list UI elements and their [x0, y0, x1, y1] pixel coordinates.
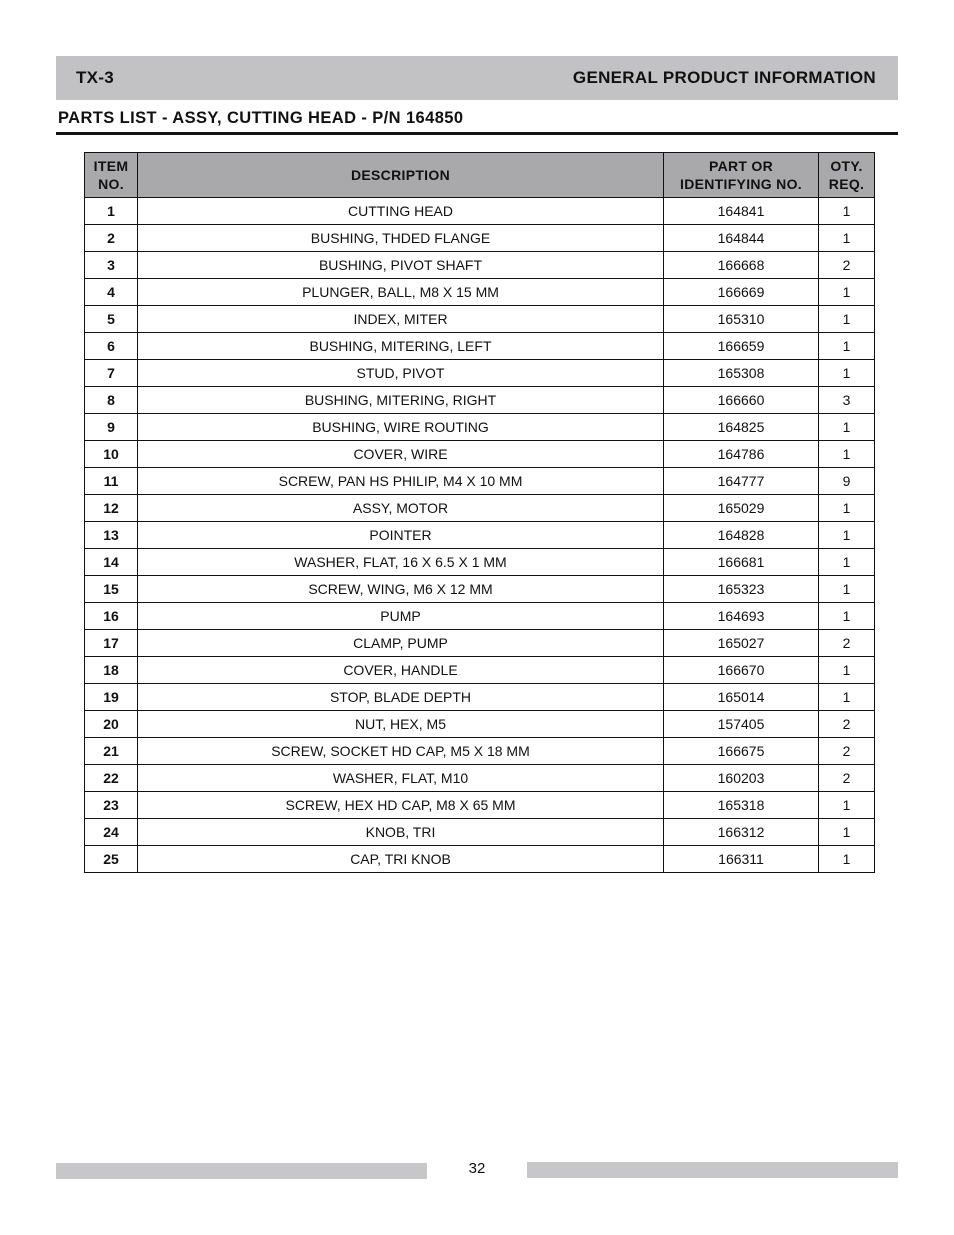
- quantity-cell: 1: [819, 198, 875, 225]
- item-cell: 19: [85, 684, 138, 711]
- item-cell: 14: [85, 549, 138, 576]
- quantity-cell: 2: [819, 711, 875, 738]
- part-number-cell: 165318: [664, 792, 819, 819]
- footer-bar-left: [56, 1163, 427, 1179]
- description-cell: PLUNGER, BALL, M8 X 15 MM: [138, 279, 664, 306]
- parts-table-body: [85, 198, 875, 873]
- page-title: PARTS LIST - ASSY, CUTTING HEAD - P/N 164850: [58, 109, 464, 127]
- part-number-cell: 166670: [664, 657, 819, 684]
- column-header-item: [85, 153, 138, 198]
- footer-bar-right: [527, 1162, 898, 1178]
- item-cell: 1: [85, 198, 138, 225]
- part-number-cell: 166681: [664, 549, 819, 576]
- item-cell: 5: [85, 306, 138, 333]
- item-cell: 6: [85, 333, 138, 360]
- table-row: [85, 846, 875, 873]
- item-cell: 18: [85, 657, 138, 684]
- description-cell: ASSY, MOTOR: [138, 495, 664, 522]
- part-number-cell: 157405: [664, 711, 819, 738]
- quantity-cell: 1: [819, 441, 875, 468]
- part-number-cell: 166312: [664, 819, 819, 846]
- quantity-cell: 1: [819, 495, 875, 522]
- quantity-cell: 1: [819, 549, 875, 576]
- quantity-cell: 9: [819, 468, 875, 495]
- table-row: [85, 414, 875, 441]
- quantity-cell: 1: [819, 333, 875, 360]
- description-cell: SCREW, HEX HD CAP, M8 X 65 MM: [138, 792, 664, 819]
- part-number-cell: 166668: [664, 252, 819, 279]
- column-header-qty-line1: OTY.: [830, 158, 863, 174]
- part-number-cell: 166311: [664, 846, 819, 873]
- quantity-cell: 1: [819, 792, 875, 819]
- item-cell: 23: [85, 792, 138, 819]
- part-number-cell: 165323: [664, 576, 819, 603]
- table-row: [85, 711, 875, 738]
- table-row: [85, 792, 875, 819]
- item-cell: 15: [85, 576, 138, 603]
- quantity-cell: 2: [819, 765, 875, 792]
- description-cell: WASHER, FLAT, 16 X 6.5 X 1 MM: [138, 549, 664, 576]
- column-header-item-line1: ITEM: [93, 158, 129, 174]
- part-number-cell: 165029: [664, 495, 819, 522]
- model-label: TX-3: [76, 68, 115, 87]
- table-row: [85, 657, 875, 684]
- description-cell: PUMP: [138, 603, 664, 630]
- table-row: [85, 630, 875, 657]
- item-cell: 21: [85, 738, 138, 765]
- quantity-cell: 1: [819, 279, 875, 306]
- part-number-cell: 164825: [664, 414, 819, 441]
- page-number: 32: [468, 1160, 486, 1177]
- item-cell: 24: [85, 819, 138, 846]
- quantity-cell: 1: [819, 576, 875, 603]
- description-cell: COVER, HANDLE: [138, 657, 664, 684]
- column-header-part-line2: IDENTIFYING NO.: [680, 176, 802, 192]
- description-cell: BUSHING, MITERING, RIGHT: [138, 387, 664, 414]
- quantity-cell: 3: [819, 387, 875, 414]
- parts-table: [84, 152, 875, 873]
- part-number-cell: 164786: [664, 441, 819, 468]
- part-number-cell: 165014: [664, 684, 819, 711]
- quantity-cell: 1: [819, 414, 875, 441]
- item-cell: 25: [85, 846, 138, 873]
- description-cell: STUD, PIVOT: [138, 360, 664, 387]
- table-row: [85, 333, 875, 360]
- description-cell: POINTER: [138, 522, 664, 549]
- description-cell: WASHER, FLAT, M10: [138, 765, 664, 792]
- header-bar: [56, 56, 898, 100]
- quantity-cell: 1: [819, 603, 875, 630]
- table-row: [85, 360, 875, 387]
- table-row: [85, 549, 875, 576]
- part-number-cell: 166660: [664, 387, 819, 414]
- description-cell: CUTTING HEAD: [138, 198, 664, 225]
- description-cell: NUT, HEX, M5: [138, 711, 664, 738]
- item-cell: 3: [85, 252, 138, 279]
- quantity-cell: 2: [819, 738, 875, 765]
- part-number-cell: 166675: [664, 738, 819, 765]
- table-row: [85, 495, 875, 522]
- item-cell: 12: [85, 495, 138, 522]
- quantity-cell: 1: [819, 684, 875, 711]
- quantity-cell: 1: [819, 522, 875, 549]
- column-header-qty: [819, 153, 875, 198]
- part-number-cell: 164844: [664, 225, 819, 252]
- description-cell: STOP, BLADE DEPTH: [138, 684, 664, 711]
- part-number-cell: 165027: [664, 630, 819, 657]
- description-cell: CAP, TRI KNOB: [138, 846, 664, 873]
- table-row: [85, 387, 875, 414]
- description-cell: BUSHING, MITERING, LEFT: [138, 333, 664, 360]
- part-number-cell: 164841: [664, 198, 819, 225]
- table-row: [85, 738, 875, 765]
- description-cell: SCREW, SOCKET HD CAP, M5 X 18 MM: [138, 738, 664, 765]
- description-cell: INDEX, MITER: [138, 306, 664, 333]
- description-cell: SCREW, WING, M6 X 12 MM: [138, 576, 664, 603]
- table-row: [85, 765, 875, 792]
- quantity-cell: 1: [819, 360, 875, 387]
- item-cell: 22: [85, 765, 138, 792]
- table-row: [85, 522, 875, 549]
- part-number-cell: 166659: [664, 333, 819, 360]
- quantity-cell: 1: [819, 819, 875, 846]
- description-cell: KNOB, TRI: [138, 819, 664, 846]
- table-row: [85, 198, 875, 225]
- item-cell: 4: [85, 279, 138, 306]
- description-cell: COVER, WIRE: [138, 441, 664, 468]
- description-cell: SCREW, PAN HS PHILIP, M4 X 10 MM: [138, 468, 664, 495]
- column-header-part: [664, 153, 819, 198]
- part-number-cell: 164693: [664, 603, 819, 630]
- part-number-cell: 164777: [664, 468, 819, 495]
- title-divider: [56, 132, 898, 135]
- item-cell: 10: [85, 441, 138, 468]
- item-cell: 17: [85, 630, 138, 657]
- part-number-cell: 165308: [664, 360, 819, 387]
- quantity-cell: 2: [819, 630, 875, 657]
- quantity-cell: 1: [819, 846, 875, 873]
- section-label: GENERAL PRODUCT INFORMATION: [572, 68, 876, 87]
- item-cell: 2: [85, 225, 138, 252]
- table-row: [85, 441, 875, 468]
- quantity-cell: 1: [819, 657, 875, 684]
- description-cell: CLAMP, PUMP: [138, 630, 664, 657]
- quantity-cell: 2: [819, 252, 875, 279]
- description-cell: BUSHING, WIRE ROUTING: [138, 414, 664, 441]
- table-row: [85, 819, 875, 846]
- item-cell: 13: [85, 522, 138, 549]
- column-header-description: DESCRIPTION: [138, 153, 664, 198]
- column-header-qty-line2: REQ.: [828, 176, 865, 192]
- quantity-cell: 1: [819, 225, 875, 252]
- item-cell: 11: [85, 468, 138, 495]
- item-cell: 9: [85, 414, 138, 441]
- column-header-part-line1: PART OR: [708, 158, 774, 174]
- description-cell: BUSHING, THDED FLANGE: [138, 225, 664, 252]
- table-row: [85, 225, 875, 252]
- item-cell: 16: [85, 603, 138, 630]
- item-cell: 20: [85, 711, 138, 738]
- table-row: [85, 576, 875, 603]
- table-header-row: [85, 153, 875, 198]
- table-row: [85, 684, 875, 711]
- part-number-cell: 166669: [664, 279, 819, 306]
- part-number-cell: 164828: [664, 522, 819, 549]
- column-header-item-line2: NO.: [98, 176, 124, 192]
- table-row: [85, 252, 875, 279]
- table-row: [85, 468, 875, 495]
- table-row: [85, 279, 875, 306]
- part-number-cell: 165310: [664, 306, 819, 333]
- quantity-cell: 1: [819, 306, 875, 333]
- description-cell: BUSHING, PIVOT SHAFT: [138, 252, 664, 279]
- item-cell: 7: [85, 360, 138, 387]
- table-row: [85, 603, 875, 630]
- table-row: [85, 306, 875, 333]
- part-number-cell: 160203: [664, 765, 819, 792]
- item-cell: 8: [85, 387, 138, 414]
